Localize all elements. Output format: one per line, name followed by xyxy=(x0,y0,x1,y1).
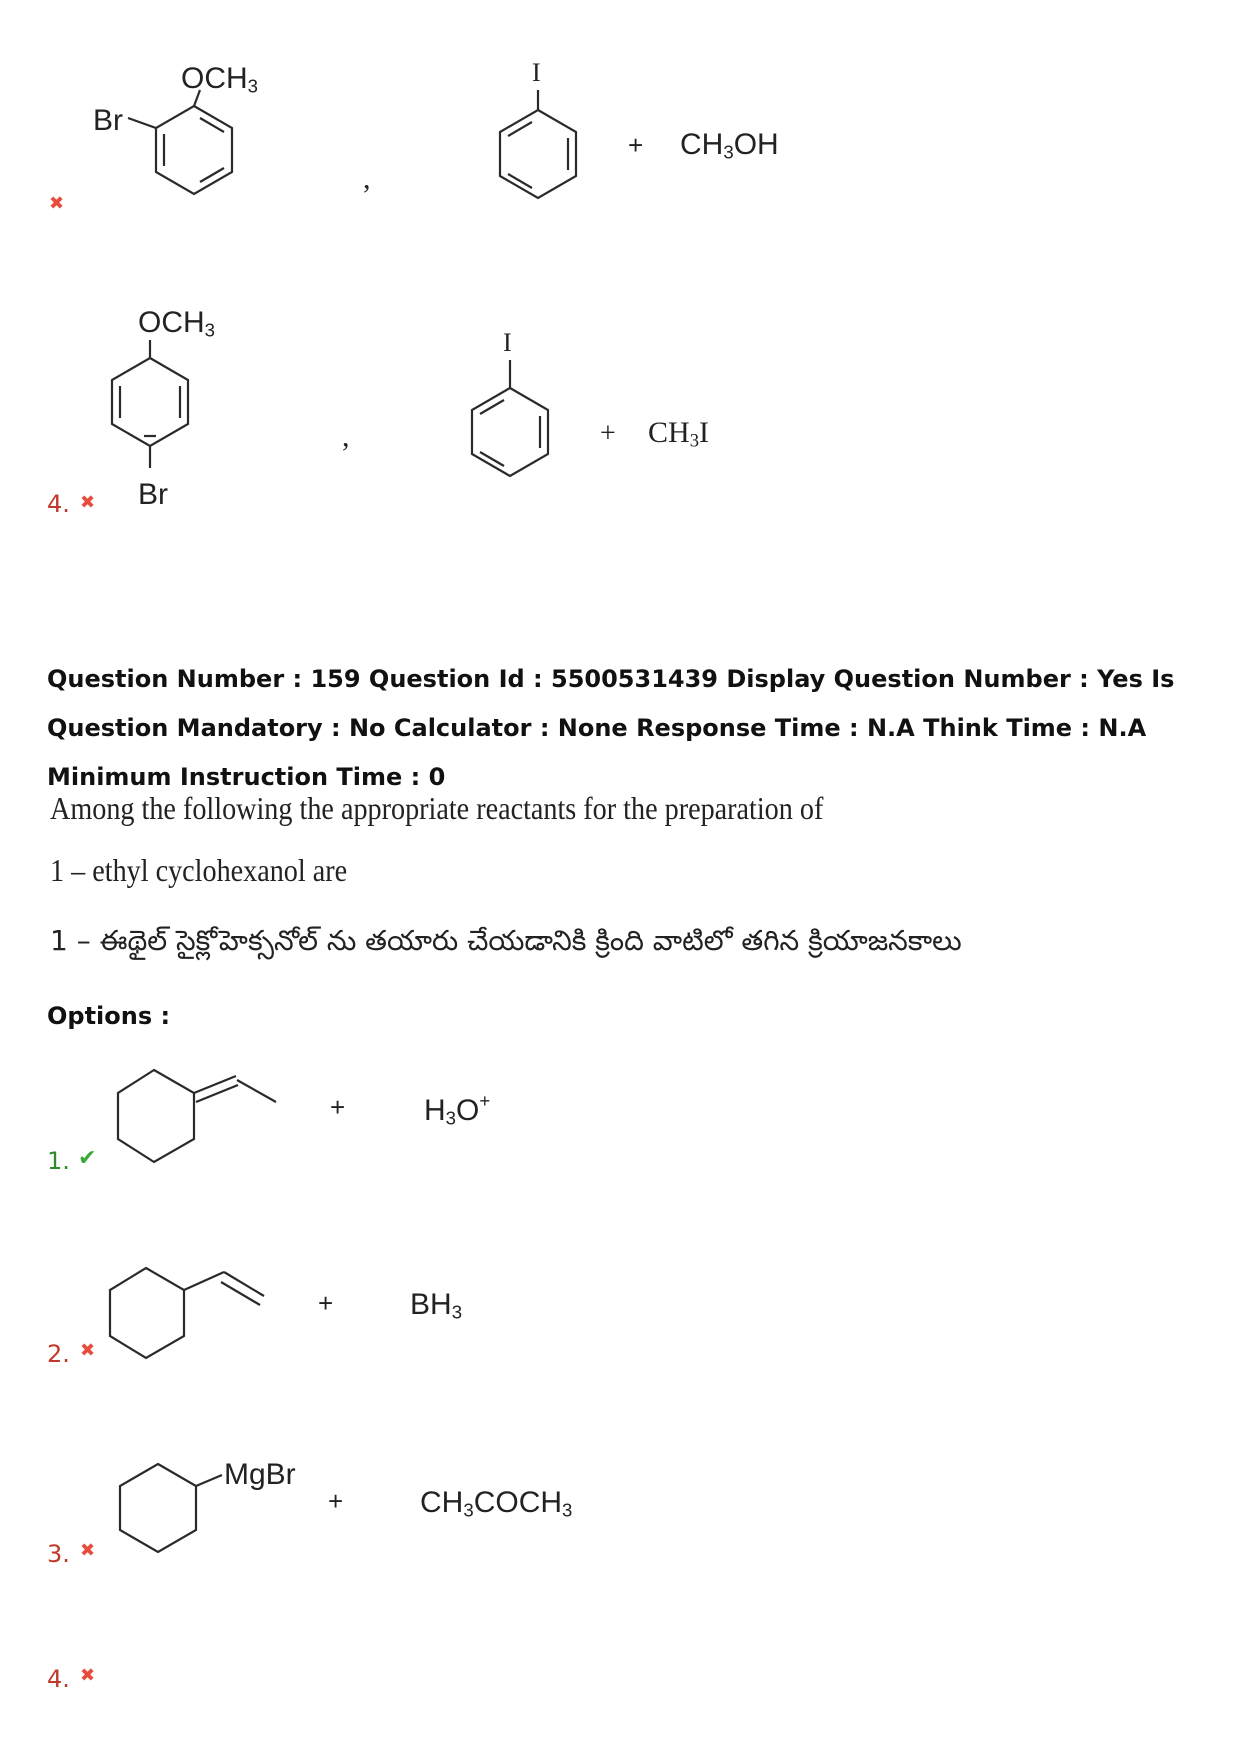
question-text-line1: Among the following the appropriate reactants for the preparation of xyxy=(50,790,824,826)
plus-sign: + xyxy=(330,1092,346,1122)
comma: , xyxy=(342,420,350,453)
substituent-mgbr: MgBr xyxy=(224,1458,296,1491)
option-number: 1. xyxy=(47,1147,70,1175)
options-label: Options : xyxy=(47,1002,171,1030)
plus-sign: + xyxy=(318,1288,334,1318)
question-text-line2: 1 – ethyl cyclohexanol are xyxy=(50,852,348,888)
option-number: 3. xyxy=(47,1540,70,1568)
option-number: 4. xyxy=(47,1665,70,1693)
question-text-telugu: 1 – ఈథైల్ సైక్లోహెక్సనోల్ ను తయారు చేయడానికి క్రింది వాటిలో తగిన క్రియాజనకాలు xyxy=(50,924,962,957)
option-number: 4. xyxy=(47,490,70,518)
comma: , xyxy=(363,162,371,195)
substituent-i: I xyxy=(532,58,541,87)
reagent-acetone: $CH_3COCH_3$ xyxy=(420,1486,573,1521)
substituent-br: Br xyxy=(138,478,168,511)
cyclohexane-ring xyxy=(110,1268,184,1358)
option-number: 2. xyxy=(47,1340,70,1368)
product-ch3oh: $CH_3OH$ xyxy=(680,128,779,163)
benzene-ring xyxy=(500,110,576,198)
wrong-mark-icon: ✖ xyxy=(49,193,65,214)
product-ch3i: $CH_3I$ xyxy=(648,416,709,452)
substituent-br: Br xyxy=(93,104,123,137)
wrong-mark-icon: ✖ xyxy=(80,1540,96,1561)
cyclohexane-ring xyxy=(118,1070,194,1162)
reagent-bh3: $BH_3$ xyxy=(410,1288,463,1323)
plus-sign: + xyxy=(328,1486,344,1516)
plus-sign: + xyxy=(628,130,644,160)
substituent-och3: $OCH_3$ xyxy=(138,306,216,341)
correct-check-icon: ✔ xyxy=(78,1146,97,1171)
benzene-ring xyxy=(156,106,232,194)
wrong-mark-icon: ✖ xyxy=(80,1665,96,1686)
cyclohexylmagnesium-bromide-structure xyxy=(0,0,10,10)
cyclohexane-ring xyxy=(120,1464,196,1552)
substituent-och3: $OCH_3$ xyxy=(181,62,259,97)
question-meta: Question Number : 159 Question Id : 5500531439 Display Question Number : Yes Is Question Mandatory : No Calculator : None Response Time : N.A Think Time : N.A Minimum Instruction Time : 0 xyxy=(47,665,1175,791)
benzene-ring xyxy=(112,358,188,446)
wrong-mark-icon: ✖ xyxy=(80,492,96,513)
substituent-i: I xyxy=(503,328,512,357)
benzene-ring xyxy=(472,388,548,476)
plus-sign: + xyxy=(600,418,616,449)
wrong-mark-icon: ✖ xyxy=(80,1340,96,1361)
reagent-h3o-plus: $H_3O^+$ xyxy=(424,1090,491,1129)
